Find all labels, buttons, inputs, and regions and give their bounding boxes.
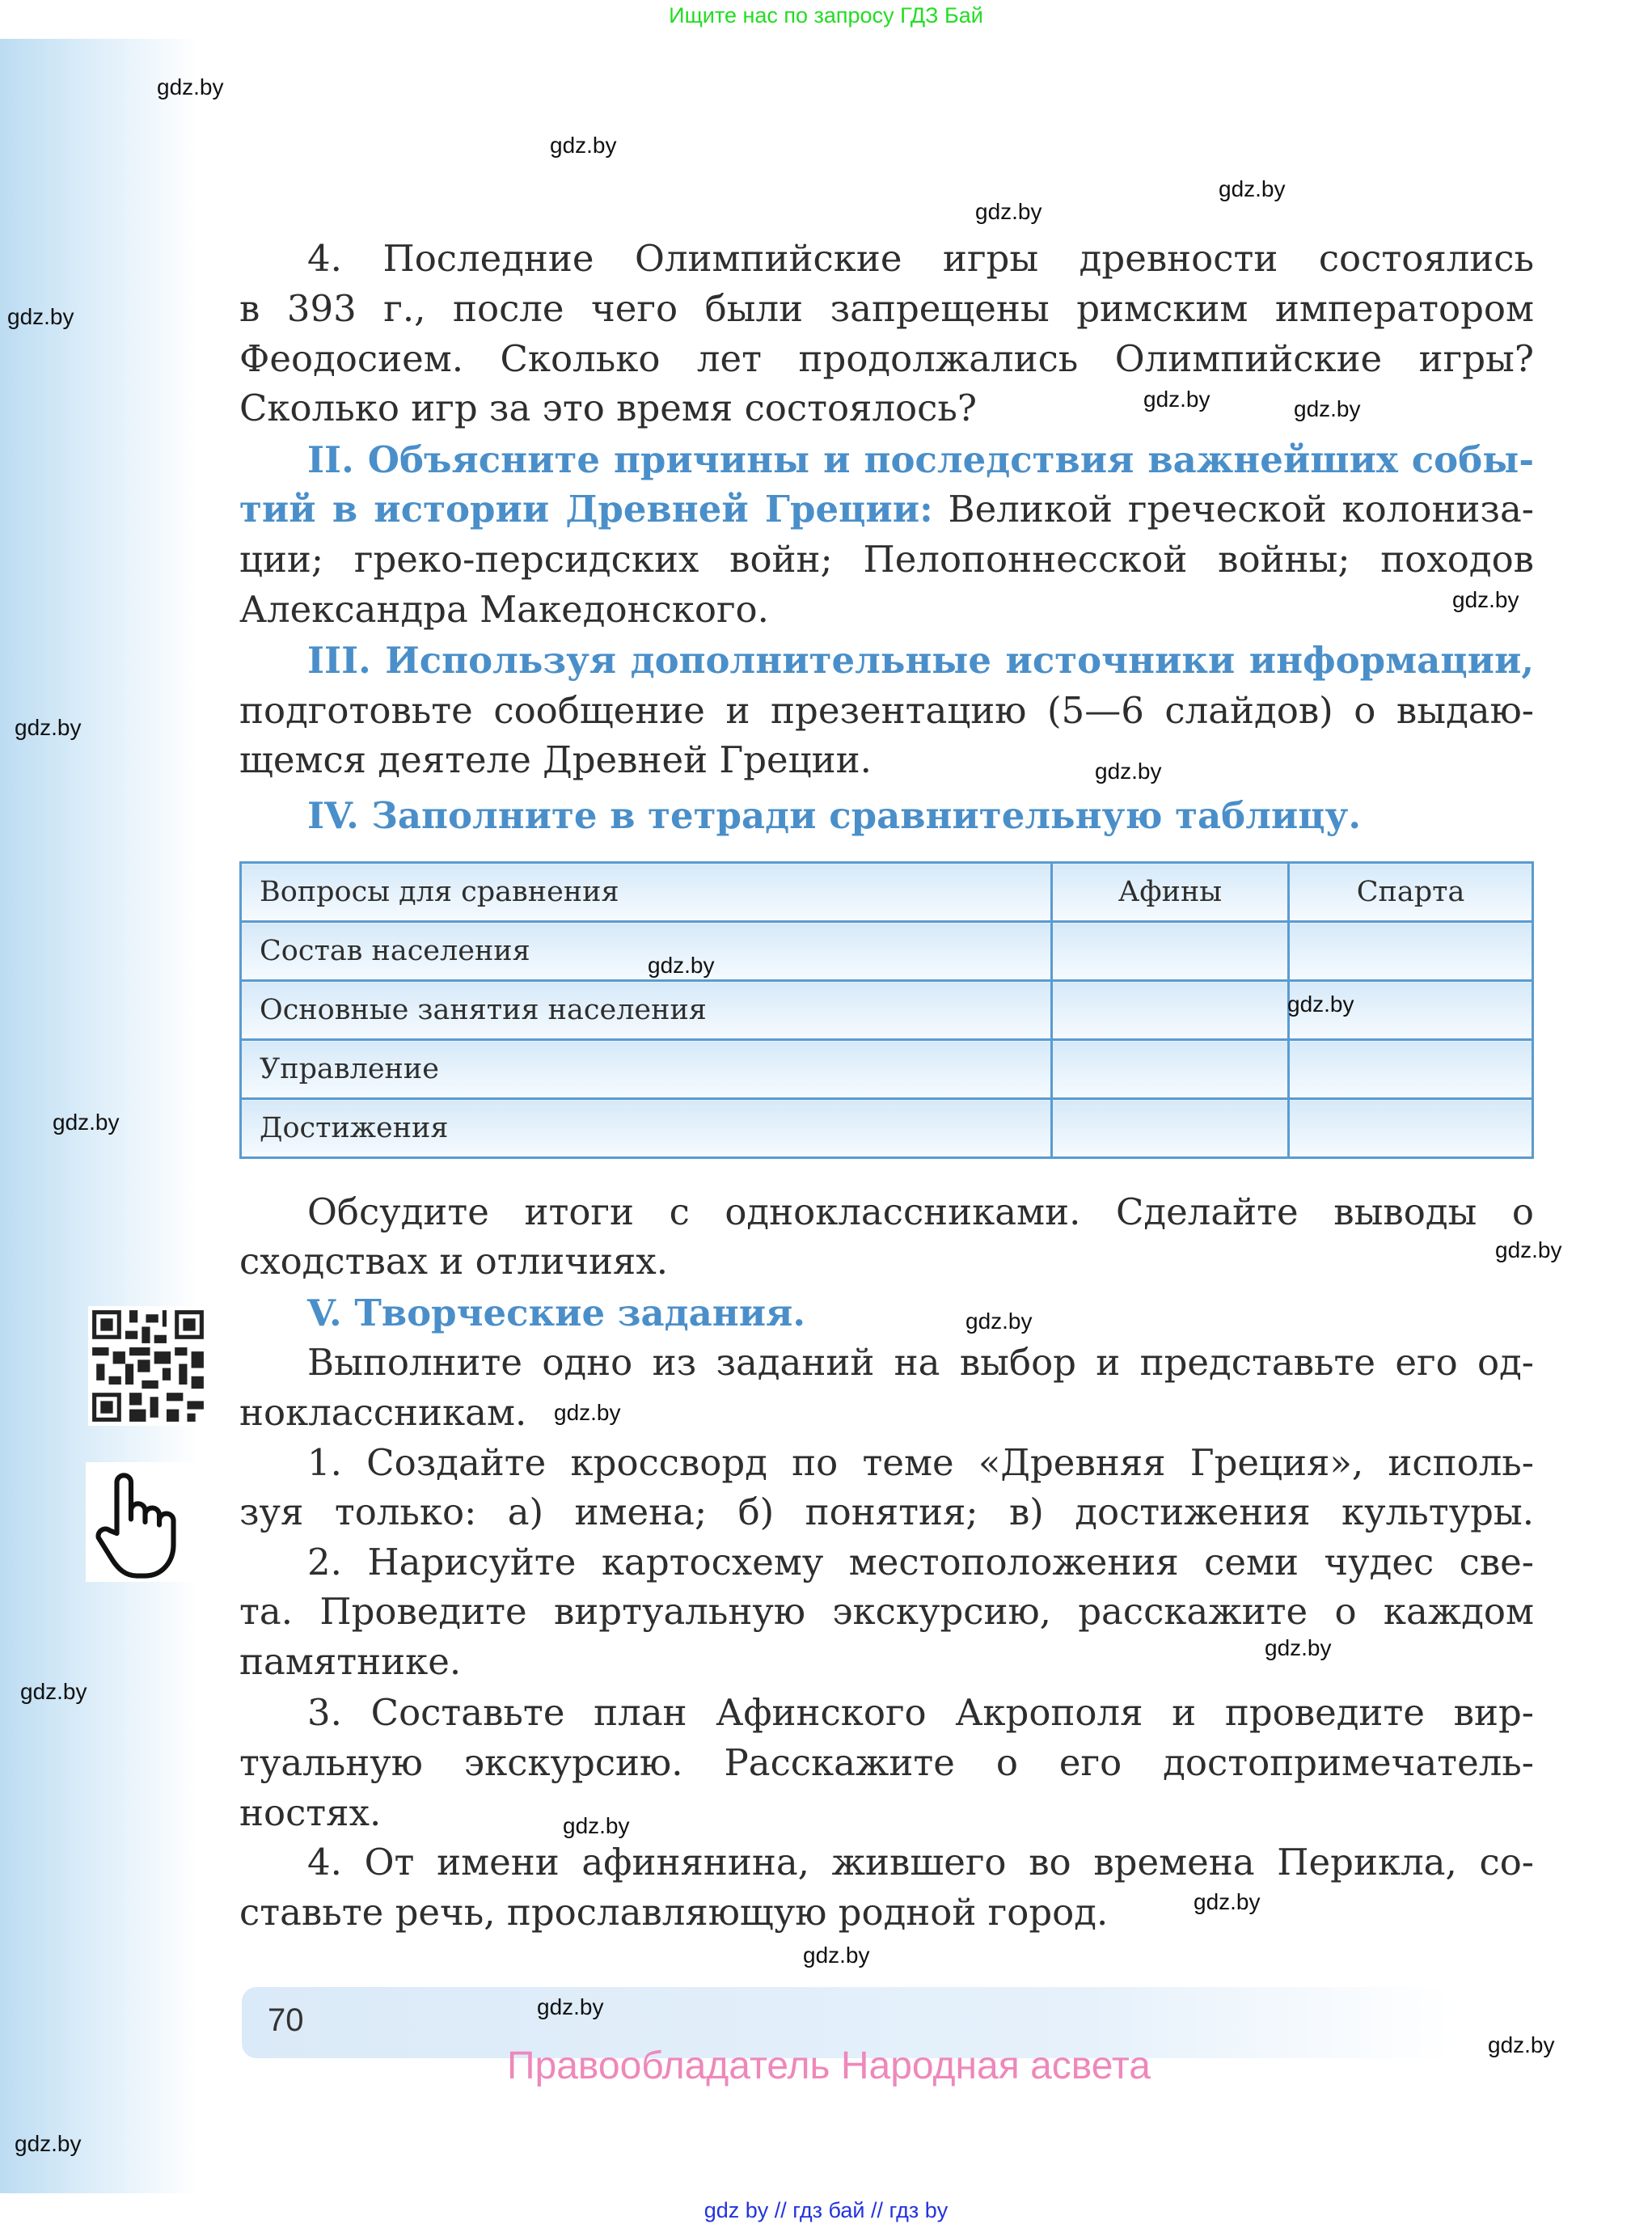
text-line bbox=[239, 735, 1534, 785]
section-heading: V. Творческие задания. bbox=[307, 1292, 806, 1334]
text-line bbox=[239, 1637, 1534, 1687]
watermark-text: gdz.by bbox=[15, 2131, 82, 2156]
watermark-text: gdz.by bbox=[1287, 991, 1354, 1017]
body-text: ноклассникам. bbox=[239, 1391, 527, 1434]
watermark-text: gdz.by bbox=[53, 1110, 120, 1135]
section-heading: тий в истории Древней Греции: bbox=[239, 488, 933, 531]
body-text: Феодосием. Сколько лет продолжались Олимпийские игры? bbox=[239, 337, 1534, 380]
row-label: Основные занятия населения bbox=[241, 981, 1052, 1040]
text-line bbox=[307, 1338, 1534, 1388]
body-text: 3. Составьте план Афинского Акрополя и проведите вир- bbox=[307, 1691, 1534, 1734]
watermark-text: gdz.by bbox=[563, 1813, 630, 1838]
table-header-row bbox=[241, 863, 1533, 922]
body-text: ставьте речь, прославляющую родной город. bbox=[239, 1891, 1109, 1934]
watermark-text: gdz.by bbox=[803, 1943, 870, 1968]
body-text: щемся деятеле Древней Греции. bbox=[239, 738, 872, 781]
text-line bbox=[239, 686, 1534, 736]
body-text: ностях. bbox=[239, 1791, 382, 1834]
watermark-text: gdz.by bbox=[648, 953, 715, 978]
body-text: ции; греко-персидских войн; Пелопоннесской войны; походов bbox=[239, 538, 1534, 581]
watermark-text: gdz.by bbox=[537, 1994, 604, 2019]
body-text: Александра Македонского. bbox=[239, 588, 769, 631]
body-text: зуя только: а) имена; б) понятия; в) достижения культуры. bbox=[239, 1490, 1534, 1533]
text-line bbox=[239, 1237, 1534, 1287]
text-line bbox=[307, 791, 1534, 841]
text-line bbox=[307, 1688, 1534, 1738]
header-cell: Вопросы для сравнения bbox=[241, 863, 1052, 922]
table-row bbox=[241, 1099, 1533, 1158]
watermark-text: gdz.by bbox=[1488, 2032, 1555, 2057]
page-number: 70 bbox=[268, 2002, 304, 2038]
watermark-text: gdz.by bbox=[975, 199, 1042, 224]
header-cell: Афины bbox=[1051, 863, 1288, 922]
text-line bbox=[239, 1587, 1534, 1637]
body-text: Обсудите итоги с одноклассниками. Сделайте выводы о bbox=[307, 1190, 1534, 1233]
watermark-text: gdz.by bbox=[965, 1309, 1033, 1334]
watermark-text: gdz.by bbox=[15, 715, 82, 740]
hand-pointer-icon bbox=[86, 1462, 199, 1582]
body-text: 1. Создайте кроссворд по теме «Древняя Греция», исполь- bbox=[307, 1441, 1534, 1484]
table-cell bbox=[1051, 981, 1288, 1040]
body-text: Великой греческой колониза- bbox=[932, 488, 1535, 531]
table-cell bbox=[1051, 1099, 1288, 1158]
qr-code-icon[interactable] bbox=[88, 1306, 208, 1426]
section-heading: III. Используя дополнительные источники информации, bbox=[307, 639, 1534, 682]
watermark-text: gdz.by bbox=[1495, 1237, 1562, 1262]
body-text: 4. От имени афинянина, жившего во времена Перикла, со- bbox=[307, 1841, 1534, 1884]
watermark-text: gdz.by bbox=[1194, 1889, 1261, 1914]
row-label: Достижения bbox=[241, 1099, 1052, 1158]
table-cell bbox=[1289, 1040, 1533, 1099]
body-text: в 393 г., после чего были запрещены римским императором bbox=[239, 287, 1534, 330]
watermark-text: gdz.by bbox=[1219, 176, 1286, 201]
row-label: Управление bbox=[241, 1040, 1052, 1099]
text-line bbox=[307, 1187, 1534, 1237]
body-text: памятнике. bbox=[239, 1640, 462, 1683]
watermark-text: gdz.by bbox=[1143, 387, 1210, 412]
watermark-text: gdz.by bbox=[1095, 759, 1162, 784]
text-line bbox=[307, 1537, 1534, 1588]
watermark-text: gdz.by bbox=[554, 1400, 621, 1425]
section-heading: II. Объясните причины и последствия важнейших собы- bbox=[307, 438, 1534, 481]
table-cell bbox=[1289, 922, 1533, 981]
body-text: та. Проведите виртуальную экскурсию, расскажите о каждом bbox=[239, 1590, 1534, 1633]
text-line bbox=[307, 1837, 1534, 1888]
body-text: 4. Последние Олимпийские игры древности состоялись bbox=[307, 237, 1534, 280]
text-line bbox=[239, 484, 1534, 535]
table-cell bbox=[1051, 922, 1288, 981]
body-text: 2. Нарисуйте картосхему местоположения семи чудес све- bbox=[307, 1541, 1534, 1583]
text-line bbox=[307, 435, 1534, 485]
text-line bbox=[239, 1738, 1534, 1788]
watermark-text: gdz.by bbox=[157, 74, 224, 99]
table-row bbox=[241, 922, 1533, 981]
watermark-text: gdz.by bbox=[1294, 396, 1361, 421]
text-line bbox=[239, 1388, 1534, 1438]
watermark-text: gdz.by bbox=[20, 1679, 87, 1704]
header-cell: Спарта bbox=[1289, 863, 1533, 922]
table-row bbox=[241, 1040, 1533, 1099]
body-text: Сколько игр за это время состоялось? bbox=[239, 387, 977, 429]
row-label: Состав населения bbox=[241, 922, 1052, 981]
bottom-links[interactable]: gdz by // гдз бай // гдз by bbox=[703, 2198, 949, 2222]
section-heading: IV. Заполните в тетради сравнительную таблицу. bbox=[307, 794, 1362, 837]
watermark-text: gdz.by bbox=[550, 133, 617, 158]
body-text: сходствах и отличиях. bbox=[239, 1240, 669, 1283]
body-text: Выполните одно из заданий на выбор и представьте его од- bbox=[307, 1341, 1534, 1384]
text-line bbox=[239, 535, 1534, 585]
top-banner: Ищите нас по запросу ГДЗ Бай bbox=[669, 3, 983, 27]
text-line bbox=[307, 636, 1534, 686]
table-cell bbox=[1289, 1099, 1533, 1158]
watermark-text: gdz.by bbox=[1265, 1635, 1332, 1660]
text-line bbox=[307, 1438, 1534, 1488]
text-line bbox=[239, 1487, 1534, 1537]
table-cell bbox=[1051, 1040, 1288, 1099]
text-line bbox=[239, 585, 1534, 635]
text-line bbox=[307, 1288, 1534, 1338]
body-text: подготовьте сообщение и презентацию (5—6 слайдов) о выдаю- bbox=[239, 689, 1534, 732]
body-text: туальную экскурсию. Расскажите о его достопримечатель- bbox=[239, 1741, 1534, 1784]
text-line bbox=[239, 1788, 1534, 1838]
text-line bbox=[239, 334, 1534, 384]
text-line bbox=[307, 234, 1534, 284]
text-line bbox=[239, 284, 1534, 334]
watermark-text: gdz.by bbox=[1452, 587, 1519, 612]
rights-holder: Правообладатель Народная асвета bbox=[507, 2044, 1151, 2087]
watermark-text: gdz.by bbox=[7, 304, 74, 329]
text-line bbox=[239, 1888, 1534, 1938]
